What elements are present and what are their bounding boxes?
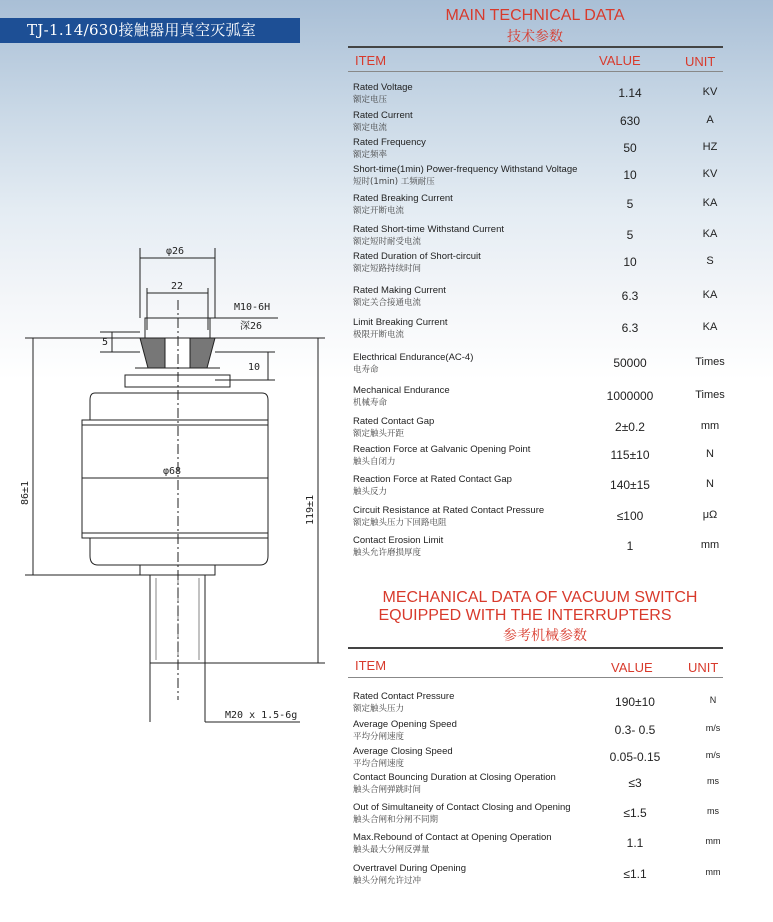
item-value: 140±15 xyxy=(610,478,650,492)
col-item: ITEM xyxy=(355,658,387,673)
item-unit: μΩ xyxy=(702,509,718,521)
item-label-cn: 极限开断电流 xyxy=(353,330,405,340)
item-label-cn: 触头合闸和分闸不同期 xyxy=(353,815,439,825)
item-unit: KA xyxy=(702,228,718,240)
col-unit: UNIT xyxy=(685,54,716,69)
item-value: 1.14 xyxy=(618,86,642,100)
item-label-cn: 额定开断电流 xyxy=(353,206,405,216)
dim-thread-bottom: M20 x 1.5-6g xyxy=(225,710,298,721)
item-label-en: Circuit Resistance at Rated Contact Pressure xyxy=(353,505,545,516)
item-value: 1 xyxy=(626,539,634,553)
item-label-en: Electhrical Endurance(AC-4) xyxy=(353,352,474,363)
col-item: ITEM xyxy=(355,53,387,68)
item-label-cn: 触头反力 xyxy=(353,487,388,497)
item-value: 5 xyxy=(626,228,634,242)
item-label-en: Rated Short-time Withstand Current xyxy=(353,224,505,235)
page-title: TJ-1.14/630接触器用真空灭弧室 xyxy=(0,18,300,43)
item-label-en: Rated Making Current xyxy=(353,285,446,296)
item-label-en: Reaction Force at Rated Contact Gap xyxy=(353,474,512,485)
item-label-en: Rated Duration of Short-circuit xyxy=(353,251,481,262)
divider xyxy=(348,71,723,72)
item-label-cn: 短时(1min) 工频耐压 xyxy=(353,177,435,187)
item-unit: mm xyxy=(705,836,721,846)
item-label-cn: 额定频率 xyxy=(353,150,388,160)
dim-depth: 深26 xyxy=(240,321,263,332)
item-unit: HZ xyxy=(702,141,718,153)
item-value: 0.05-0.15 xyxy=(609,750,661,764)
mech-data-title-1: MECHANICAL DATA OF VACUUM SWITCH xyxy=(382,589,698,606)
col-value: VALUE xyxy=(611,660,653,675)
item-value: 50000 xyxy=(613,356,647,370)
item-label-cn: 机械寿命 xyxy=(353,398,388,408)
item-unit: mm xyxy=(705,867,721,877)
item-unit: KA xyxy=(702,321,718,333)
item-label-en: Rated Current xyxy=(353,110,413,121)
mech-data-title-2: EQUIPPED WITH THE INTERRUPTERS xyxy=(378,607,672,624)
item-value: 6.3 xyxy=(621,321,639,335)
col-value: VALUE xyxy=(599,53,641,68)
item-value: ≤1.5 xyxy=(623,806,647,820)
item-label-en: Rated Contact Gap xyxy=(353,416,435,427)
item-value: 10 xyxy=(623,255,637,269)
item-label-en: Rated Frequency xyxy=(353,137,426,148)
item-label-cn: 触头合闸弹跳时间 xyxy=(353,785,422,795)
item-label-en: Overtravel During Opening xyxy=(353,863,466,874)
item-label-en: Reaction Force at Galvanic Opening Point xyxy=(353,444,531,455)
item-label-en: Contact Bouncing Duration at Closing Operation xyxy=(353,772,556,783)
item-unit: ms xyxy=(707,776,719,786)
dim-5: 5 xyxy=(102,337,109,348)
item-label-cn: 额定触头压力下回路电阻 xyxy=(353,518,447,528)
item-label-en: Out of Simultaneity of Contact Closing and Opening xyxy=(353,802,571,813)
item-unit: KV xyxy=(702,168,718,180)
item-label-cn: 额定短路持续时间 xyxy=(353,264,422,274)
item-unit: N xyxy=(709,695,717,705)
dim-10: 10 xyxy=(248,362,261,373)
item-label-cn: 触头自闭力 xyxy=(353,457,396,467)
item-value: 2±0.2 xyxy=(615,420,645,434)
item-value: 630 xyxy=(619,114,641,128)
item-label-cn: 额定电压 xyxy=(353,95,388,105)
item-label-en: Rated Voltage xyxy=(353,82,413,93)
item-label-en: Mechanical Endurance xyxy=(353,385,450,396)
item-label-cn: 额定短时耐受电流 xyxy=(353,237,422,247)
dim-phi68: φ68 xyxy=(163,466,182,477)
item-label-cn: 触头分闸允许过冲 xyxy=(353,876,422,886)
item-label-en: Contact Erosion Limit xyxy=(353,535,444,546)
item-value: 5 xyxy=(626,197,634,211)
main-data-title-cn: 技术参数 xyxy=(507,29,563,45)
item-unit: N xyxy=(706,478,714,490)
item-label-en: Max.Rebound of Contact at Opening Operation xyxy=(353,832,552,843)
item-unit: m/s xyxy=(705,723,721,733)
item-value: ≤1.1 xyxy=(623,867,647,881)
item-unit: mm xyxy=(700,420,720,432)
item-value: ≤3 xyxy=(628,776,642,790)
item-value: 0.3- 0.5 xyxy=(614,723,656,737)
item-unit: Times xyxy=(695,389,725,401)
item-label-cn: 额定电流 xyxy=(353,123,388,133)
item-value: 1.1 xyxy=(626,836,644,850)
item-unit: KA xyxy=(702,197,718,209)
item-label-cn: 额定关合接通电流 xyxy=(353,298,422,308)
item-label-en: Average Opening Speed xyxy=(353,719,457,730)
dim-22: 22 xyxy=(171,281,184,292)
item-value: 50 xyxy=(623,141,637,155)
item-value: 1000000 xyxy=(606,389,654,403)
dim-86: 86±1 xyxy=(20,480,31,505)
item-label-cn: 触头最大分闸反弹量 xyxy=(353,845,430,855)
item-label-cn: 平均合闸速度 xyxy=(353,759,405,769)
item-unit: A xyxy=(706,114,714,126)
item-unit: KV xyxy=(702,86,718,98)
dim-thread-top: M10-6H xyxy=(234,302,271,313)
item-unit: N xyxy=(706,448,714,460)
mech-data-title-cn: 参考机械参数 xyxy=(503,628,587,644)
divider xyxy=(348,677,723,678)
interrupter-drawing xyxy=(0,240,340,740)
item-unit: mm xyxy=(700,539,720,551)
item-unit: Times xyxy=(695,356,725,368)
item-label-cn: 平均分闸速度 xyxy=(353,732,405,742)
item-value: ≤100 xyxy=(616,509,644,523)
item-label-en: Average Closing Speed xyxy=(353,746,453,757)
divider xyxy=(348,647,723,649)
item-label-en: Short-time(1min) Power-frequency Withstand Voltage xyxy=(353,164,578,175)
col-unit: UNIT xyxy=(688,660,719,675)
item-unit: m/s xyxy=(705,750,721,760)
divider xyxy=(348,46,723,48)
item-value: 115±10 xyxy=(610,448,650,462)
item-value: 10 xyxy=(623,168,637,182)
item-unit: S xyxy=(706,255,714,267)
item-label-en: Rated Contact Pressure xyxy=(353,691,455,702)
item-unit: ms xyxy=(707,806,719,816)
item-label-cn: 额定触头压力 xyxy=(353,704,405,714)
item-label-en: Rated Breaking Current xyxy=(353,193,453,204)
item-value: 190±10 xyxy=(615,695,655,709)
item-label-cn: 额定触头开距 xyxy=(353,429,405,439)
dim-119: 119±1 xyxy=(305,494,316,525)
item-label-cn: 触头允许磨损厚度 xyxy=(353,548,422,558)
item-unit: KA xyxy=(702,289,718,301)
item-label-en: Limit Breaking Current xyxy=(353,317,448,328)
item-label-cn: 电寿命 xyxy=(353,365,379,375)
dim-phi26: φ26 xyxy=(166,246,185,257)
main-data-title: MAIN TECHNICAL DATA xyxy=(445,7,625,24)
item-value: 6.3 xyxy=(621,289,639,303)
